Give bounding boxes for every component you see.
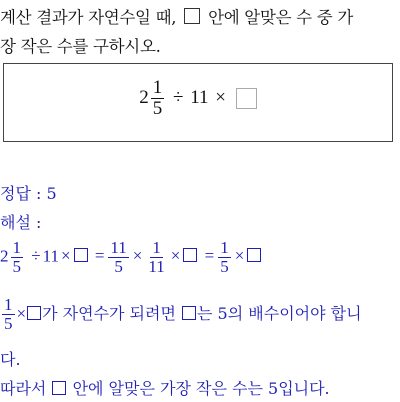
answer-blank-box[interactable] — [236, 88, 257, 109]
problem-box — [3, 63, 393, 142]
ex2-den: 5 — [4, 313, 13, 333]
whole-part: 2 — [139, 87, 149, 109]
fraction-denominator: 5 — [152, 97, 163, 119]
question-line-1 — [0, 4, 353, 28]
ex2-text-2: 는 5의 배수이어야 합니 — [197, 303, 362, 323]
eq-times-1: × — [60, 246, 71, 266]
eq-fraction-2 — [108, 239, 128, 276]
question-line-2: 장 작은 수를 구하시오. — [0, 37, 161, 56]
times-sign: × — [215, 86, 226, 108]
conclusion-line — [0, 376, 330, 399]
eq-divide: ÷ — [31, 246, 41, 266]
eq-equals-2: = — [204, 246, 215, 266]
question-text-1b: 안에 알맞은 수 중 가 — [208, 8, 353, 27]
explanation-line-2 — [0, 296, 362, 333]
explanation-label: 해설 : — [0, 213, 42, 232]
eq-f2-num: 11 — [110, 238, 127, 257]
ex2-num: 1 — [4, 295, 13, 314]
eq-equals-1: = — [94, 246, 105, 266]
eq-f4-num: 1 — [220, 238, 229, 257]
eq-whole: 2 — [0, 246, 9, 266]
problem-expression — [4, 78, 392, 119]
explanation-line-3: 다. — [0, 350, 21, 369]
eq-times-3: × — [170, 246, 181, 266]
eq-eleven: 11 — [42, 246, 59, 266]
eq-blank-icon-1 — [74, 248, 88, 262]
divisor: 11 — [190, 86, 209, 108]
eq-blank-icon-2 — [183, 248, 197, 262]
conclusion-text-1: 따라서 — [0, 379, 47, 398]
fraction-numerator: 1 — [152, 77, 163, 98]
eq-f3-num: 1 — [152, 238, 161, 257]
ex2-times: × — [16, 303, 27, 323]
ex2-text-1: 가 자연수가 되려면 — [42, 303, 176, 323]
eq-blank-icon-3 — [247, 248, 261, 262]
blank-box-icon — [184, 8, 200, 24]
eq-fraction-4 — [218, 239, 231, 276]
ex2-fraction — [2, 296, 15, 333]
eq-f1-den: 5 — [12, 256, 21, 276]
eq-f4-den: 5 — [220, 256, 229, 276]
eq-fraction-1 — [11, 239, 24, 276]
eq-fraction-3 — [146, 239, 166, 276]
divide-sign: ÷ — [173, 86, 184, 108]
eq-f2-den: 5 — [114, 256, 123, 276]
answer-label: 정답 : 5 — [0, 184, 57, 203]
conclusion-blank-icon — [52, 381, 66, 395]
eq-f1-num: 1 — [12, 238, 21, 257]
mixed-number — [139, 78, 166, 119]
conclusion-text-2: 안에 알맞은 가장 작은 수는 5입니다. — [72, 379, 330, 398]
fraction — [151, 78, 165, 119]
explanation-equation — [0, 239, 262, 276]
ex2-blank-icon-2 — [182, 306, 196, 320]
eq-times-4: × — [234, 246, 245, 266]
eq-times-2: × — [132, 246, 143, 266]
ex2-blank-icon-1 — [27, 306, 41, 320]
eq-f3-den: 11 — [148, 256, 165, 276]
question-text-1a: 계산 결과가 자연수일 때, — [0, 8, 177, 27]
